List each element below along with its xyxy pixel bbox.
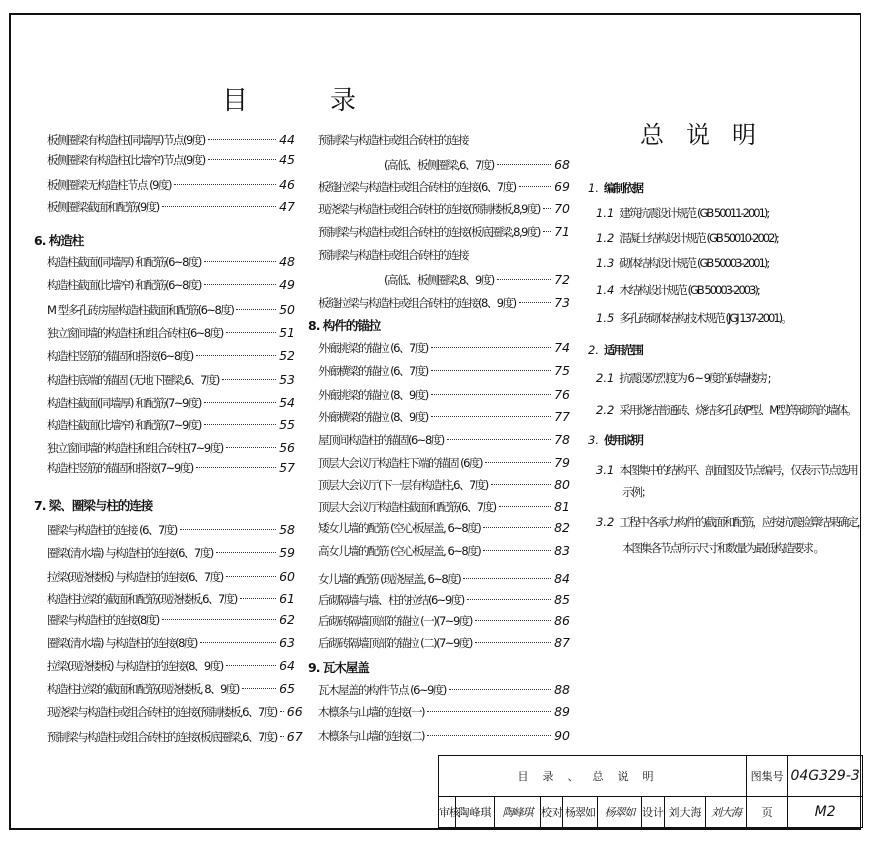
toc-entry	[318, 362, 570, 380]
reviewer-signature: 陶峰琪	[495, 797, 541, 828]
toc-entry-text: (高低、板侧圈梁,6、7度)	[384, 158, 494, 172]
note-number: 3.	[588, 433, 599, 447]
note-text: 采用烧结普通砖、烧结多孔砖(P型、M型)等砌筑的墙体。	[619, 403, 856, 417]
toc-entry-text: 顶层大会议厅(下一层有构造柱,6、7度)	[318, 478, 488, 492]
toc-page-number: 74	[554, 340, 570, 355]
note-line	[588, 432, 642, 448]
toc-entry	[318, 294, 570, 312]
toc-page-number: 70	[554, 201, 570, 216]
toc-entry-text: 构造柱拉梁的截面和配筋(现浇楼板, 8、9度)	[47, 682, 239, 696]
dotted-leader	[475, 620, 551, 621]
toc-entry-text: 拉梁(现浇楼板) 与构造柱的连接(8、9度)	[47, 659, 223, 673]
note-line	[622, 484, 651, 500]
toc-entry	[318, 681, 570, 699]
dotted-leader	[200, 642, 276, 643]
dotted-leader	[204, 424, 276, 425]
toc-entry	[318, 271, 570, 289]
toc-page-number: 86	[554, 613, 570, 628]
toc-entry	[318, 408, 570, 426]
dotted-leader	[543, 208, 551, 209]
dotted-leader	[240, 598, 276, 599]
note-line	[596, 205, 768, 221]
dotted-leader	[226, 665, 276, 666]
note-text: 木结构设计规范 (GB 50003-2003);	[619, 283, 759, 297]
note-text: 示例；	[622, 485, 651, 499]
note-number: 2.	[588, 343, 599, 357]
toc-entry-text: 顶层大会议厅构造柱下端的锚固 (6度)	[318, 456, 482, 470]
note-number: 2.2	[596, 403, 615, 417]
toc-entry-text: 构造柱拉梁的截面和配筋(现浇楼板,6、7度)	[47, 592, 237, 606]
toc-entry-text: 预制梁与构造柱或组合砖柱的连接	[318, 133, 468, 147]
title-block-title: 目录、总说明	[439, 756, 747, 797]
toc-section-heading: 9. 瓦木屋盖	[308, 660, 369, 675]
toc-entry-text: 拉梁(现浇楼板) 与构造柱的连接(6、7度)	[47, 570, 223, 584]
toc-entry	[47, 176, 295, 194]
dotted-leader	[222, 379, 276, 380]
note-text: 本图集中的结构平、剖面图及节点编号，仅表示节点选用	[619, 463, 857, 477]
toc-entry	[318, 476, 570, 494]
toc-entry	[318, 570, 570, 588]
toc-entry-text: 木檩条与山墙的连接(一)	[318, 705, 424, 719]
toc-page-number: 69	[554, 179, 570, 194]
toc-title-char-2: 录	[330, 86, 357, 116]
toc-entry	[318, 634, 570, 652]
toc-entry-text: 外廊挑梁的锚拉 (6、7度)	[318, 341, 428, 355]
toc-entry	[318, 156, 570, 174]
toc-entry-text: 预制梁与构造柱或组合砖柱的连接	[318, 248, 468, 262]
toc-entry-text: 外廊横梁的锚拉 (6、7度)	[318, 364, 428, 378]
dotted-leader	[280, 736, 284, 737]
toc-page-number: 89	[554, 704, 570, 719]
note-number: 1.2	[596, 231, 615, 245]
toc-entry-heading	[318, 246, 570, 264]
checker-name: 杨翠如	[563, 797, 598, 828]
toc-entry	[47, 276, 295, 294]
note-number: 1.1	[596, 206, 615, 220]
dotted-leader	[483, 550, 551, 551]
toc-entry	[47, 459, 295, 477]
toc-entry-text: 后砌隔墙与墙、柱的拉结(6~9度)	[318, 593, 464, 607]
toc-entry	[47, 703, 303, 721]
toc-page-number: 54	[279, 395, 295, 410]
atlas-number: 04G329-3	[788, 756, 863, 797]
toc-page-number: 81	[554, 499, 570, 514]
note-text: 适用范围	[603, 343, 642, 357]
note-text: 使用说明	[603, 433, 642, 447]
toc-entry	[47, 301, 295, 319]
toc-page-number: 49	[279, 277, 295, 292]
toc-entry	[47, 151, 295, 169]
toc-entry-text: 现浇梁与构造柱或组合砖柱的连接(预制楼板,8,9度)	[318, 202, 540, 216]
toc-page-number: 87	[554, 635, 570, 650]
toc-page-number: 85	[554, 592, 570, 607]
toc-entry	[47, 198, 295, 216]
dotted-leader	[180, 529, 276, 530]
toc-entry	[318, 386, 570, 404]
toc-entry	[47, 680, 295, 698]
toc-page-number: 61	[279, 591, 295, 606]
designer-signature: 刘大海	[706, 797, 747, 828]
toc-entry	[47, 324, 295, 342]
toc-page-number: 64	[279, 658, 295, 673]
toc-page-number: 88	[554, 682, 570, 697]
note-number: 3.1	[596, 463, 615, 477]
dotted-leader	[204, 261, 276, 262]
note-text: 多孔砖砌体结构技术规范 (JGJ 137-2001)。	[619, 311, 791, 325]
note-number: 1.3	[596, 256, 615, 270]
toc-page-number: 67	[286, 729, 303, 744]
toc-entry	[318, 591, 570, 609]
dotted-leader	[236, 309, 276, 310]
note-number: 1.4	[596, 283, 615, 297]
toc-page-number: 45	[279, 152, 295, 167]
note-number: 1.	[588, 181, 599, 195]
toc-entry-heading	[318, 131, 570, 149]
toc-entry	[318, 612, 570, 630]
toc-page-number: 63	[279, 635, 295, 650]
toc-entry	[47, 728, 303, 746]
note-text: 抗震设防烈度为 6 ~ 9度的砖墙楼房 ;	[619, 371, 770, 385]
note-line	[596, 255, 768, 271]
toc-entry	[318, 727, 570, 745]
toc-page-number: 78	[554, 432, 570, 447]
toc-entry	[318, 431, 570, 449]
toc-section-heading: 7. 梁、圈梁与柱的连接	[34, 498, 153, 513]
toc-entry-text: 圈梁与构造柱的连接(8度)	[47, 613, 159, 627]
toc-entry	[318, 454, 570, 472]
note-text: 砌体结构设计规范 (GB 50003-2001);	[619, 256, 769, 270]
toc-page-number: 84	[554, 571, 570, 586]
note-line	[596, 514, 866, 530]
toc-entry-text: 瓦木屋盖的构件节点 (6~9度)	[318, 683, 446, 697]
toc-entry-text: 构造柱截面(比墙窄) 和配筋(7~9度)	[47, 418, 201, 432]
toc-entry-text: (高低、板侧圈梁,8、9度)	[384, 273, 494, 287]
toc-page-number: 73	[554, 295, 570, 310]
title-block	[438, 755, 863, 828]
toc-entry	[318, 200, 570, 218]
review-label: 审核	[439, 797, 456, 828]
dotted-leader	[431, 416, 551, 417]
toc-page-number: 58	[279, 522, 295, 537]
toc-page-number: 90	[554, 728, 570, 743]
dotted-leader	[216, 552, 276, 553]
dotted-leader	[485, 462, 551, 463]
toc-entry-text: 板侧圈梁有构造柱(比墙窄)节点(9度)	[47, 153, 205, 167]
dotted-leader	[475, 642, 551, 643]
toc-page-number: 71	[554, 224, 570, 239]
toc-entry	[47, 416, 295, 434]
toc-entry-text: 木檩条与山墙的连接(二)	[318, 729, 424, 743]
note-number: 3.2	[596, 515, 615, 529]
toc-entry	[47, 657, 295, 675]
toc-page-number: 57	[279, 460, 295, 475]
note-line	[596, 282, 759, 298]
toc-entry	[47, 131, 295, 149]
dotted-leader	[519, 302, 551, 303]
toc-page-number: 77	[554, 409, 570, 424]
toc-entry-text: 后砌砖隔墙顶部的锚拉 (一)(7~9度)	[318, 614, 472, 628]
toc-entry	[318, 178, 570, 196]
toc-page-number: 59	[279, 545, 295, 560]
toc-entry-text: 独立窗间墙的构造柱和组合砖柱(6~8度)	[47, 326, 223, 340]
toc-page-number: 79	[554, 455, 570, 470]
toc-entry-text: 顶层大会议厅构造柱截面和配筋(6、7度)	[318, 500, 496, 514]
atlas-number-label: 图集号	[747, 756, 788, 797]
dotted-leader	[427, 711, 551, 712]
toc-page-number: 60	[279, 569, 295, 584]
toc-entry-text: 构造柱截面(同墙厚) 和配筋(7~9度)	[47, 396, 201, 410]
toc-entry-text: 板侧圈梁无构造柱节点 (9度)	[47, 178, 171, 192]
toc-page-number: 51	[279, 325, 295, 340]
toc-page-number: 66	[286, 704, 303, 719]
dotted-leader	[463, 578, 551, 579]
dotted-leader	[431, 394, 551, 395]
dotted-leader	[447, 439, 551, 440]
toc-entry-text: 板侧圈梁有构造柱(同墙厚)节点(9度)	[47, 133, 205, 147]
designer-name: 刘大海	[665, 797, 706, 828]
toc-entry	[47, 347, 295, 365]
toc-entry-text: 高女儿墙的配筋 (空心板屋盖, 6~8度)	[318, 544, 481, 558]
toc-entry	[47, 521, 295, 539]
toc-entry	[47, 394, 295, 412]
toc-page-number: 55	[279, 417, 295, 432]
toc-page-number: 44	[279, 132, 295, 147]
dotted-leader	[519, 186, 551, 187]
toc-page-number: 53	[279, 372, 295, 387]
toc-entry-text: 女儿墙的配筋 (现浇屋盖, 6~8度)	[318, 572, 461, 586]
note-text: 工程中各承力构件的截面和配筋，应按抗震验算结果确定，	[619, 515, 867, 529]
dotted-leader	[543, 231, 551, 232]
toc-page-number: 80	[554, 477, 570, 492]
note-line	[622, 540, 823, 556]
dotted-leader	[449, 689, 551, 690]
toc-page-number: 48	[279, 254, 295, 269]
toc-entry	[318, 542, 570, 560]
toc-page-number: 75	[554, 363, 570, 378]
dotted-leader	[467, 599, 551, 600]
toc-entry-text: 圈梁与构造柱的连接 (6、7度)	[47, 523, 177, 537]
toc-entry-text: 现浇梁与构造柱或组合砖柱的连接(预制楼板,6、7度)	[47, 705, 277, 719]
toc-entry-text: 圈梁(清水墙) 与构造柱的连接(6、7度)	[47, 546, 213, 560]
toc-entry-text: 构造柱截面(同墙厚) 和配筋(6~8度)	[47, 255, 201, 269]
note-line	[596, 402, 856, 418]
general-notes-title: 总说明	[640, 121, 778, 149]
toc-entry-text: 构造柱底端的锚固 (无地下圈梁,6、7度)	[47, 373, 219, 387]
note-line	[596, 230, 778, 246]
toc-entry-text: 矮女儿墙的配筋 (空心板屋盖, 6~8度)	[318, 521, 481, 535]
check-label: 校对	[541, 797, 563, 828]
toc-entry	[47, 590, 295, 608]
note-line	[588, 342, 642, 358]
dotted-leader	[226, 332, 276, 333]
toc-entry-text: 屋顶间构造柱的锚固(6~8度)	[318, 433, 444, 447]
dotted-leader	[226, 447, 276, 448]
toc-entry	[47, 634, 295, 652]
toc-page-number: 68	[554, 157, 570, 172]
toc-entry	[47, 544, 295, 562]
toc-page-number: 65	[279, 681, 295, 696]
toc-entry-text: M 型多孔砖房屋构造柱截面和配筋(6~8度)	[47, 303, 234, 317]
toc-page-number: 83	[554, 543, 570, 558]
toc-entry-text: 构造柱竖筋的锚固和搭接(7~9度)	[47, 461, 193, 475]
toc-page-number: 52	[279, 348, 295, 363]
dotted-leader	[196, 355, 276, 356]
toc-section-heading: 6. 构造柱	[34, 233, 84, 248]
toc-entry-text: 板缝拉梁与构造柱或组合砖柱的连接(8、9度)	[318, 296, 516, 310]
toc-entry-text: 预制梁与构造柱或组合砖柱的连接(板底圈梁,8,9度)	[318, 225, 540, 239]
dotted-leader	[431, 347, 551, 348]
toc-page-number: 50	[279, 302, 295, 317]
toc-entry-text: 板侧圈梁截面和配筋(9度)	[47, 200, 159, 214]
note-line	[596, 370, 770, 386]
toc-entry-text: 构造柱竖筋的锚固和搭接(6~8度)	[47, 349, 193, 363]
note-text: 建筑抗震设计规范 (GB 50011-2001);	[619, 206, 769, 220]
toc-entry-text: 预制梁与构造柱或组合砖柱的连接(板底圈梁,6、7度)	[47, 730, 277, 744]
toc-entry-text: 外廊横梁的锚拉 (8、9度)	[318, 410, 428, 424]
dotted-leader	[204, 402, 276, 403]
toc-entry	[47, 439, 295, 457]
toc-entry-text: 构造柱截面(比墙窄) 和配筋(6~8度)	[47, 278, 201, 292]
toc-entry-text: 独立窗间墙的构造柱和组合砖柱(7~9度)	[47, 441, 223, 455]
checker-signature: 杨翠如	[598, 797, 642, 828]
dotted-leader	[208, 159, 276, 160]
note-text: 编制依据	[603, 181, 642, 195]
toc-entry-text: 圈梁(清水墙) 与构造柱的连接(8度)	[47, 636, 197, 650]
dotted-leader	[174, 184, 276, 185]
dotted-leader	[431, 370, 551, 371]
toc-page-number: 56	[279, 440, 295, 455]
toc-page-number: 76	[554, 387, 570, 402]
dotted-leader	[497, 279, 551, 280]
dotted-leader	[280, 711, 284, 712]
toc-entry	[47, 371, 295, 389]
note-line	[596, 310, 791, 326]
dotted-leader	[483, 527, 551, 528]
dotted-leader	[491, 484, 551, 485]
note-text: 混凝土结构设计规范 (GB 50010-2002);	[619, 231, 778, 245]
toc-entry	[47, 568, 295, 586]
toc-entry-text: 板缝拉梁与构造柱或组合砖柱的连接(6、7度)	[318, 180, 516, 194]
toc-page-number: 82	[554, 520, 570, 535]
toc-entry	[318, 223, 570, 241]
dotted-leader	[208, 139, 276, 140]
toc-entry	[47, 611, 295, 629]
note-text: 本图集各节点所示尺寸和数量为最低构造要求 。	[622, 541, 824, 555]
toc-page-number: 72	[554, 272, 570, 287]
dotted-leader	[196, 467, 276, 468]
dotted-leader	[497, 164, 551, 165]
toc-page-number: 47	[279, 199, 295, 214]
note-line	[596, 462, 857, 478]
dotted-leader	[204, 284, 276, 285]
toc-entry	[318, 339, 570, 357]
design-label: 设计	[642, 797, 665, 828]
dotted-leader	[499, 506, 551, 507]
page-label: 页	[747, 797, 788, 828]
note-line	[588, 180, 642, 196]
toc-page-number: 46	[279, 177, 295, 192]
note-number: 2.1	[596, 371, 615, 385]
dotted-leader	[162, 619, 276, 620]
dotted-leader	[162, 206, 276, 207]
toc-section-heading: 8. 构件的锚拉	[308, 318, 381, 333]
page-number: M2	[788, 797, 863, 828]
toc-entry-text: 后砌砖隔墙顶部的锚拉 (二)(7~9度)	[318, 636, 472, 650]
toc-entry-text: 外廊挑梁的锚拉 (8、9度)	[318, 388, 428, 402]
dotted-leader	[427, 735, 551, 736]
dotted-leader	[242, 688, 276, 689]
toc-entry	[47, 253, 295, 271]
reviewer-name: 陶峰琪	[456, 797, 495, 828]
toc-entry	[318, 519, 570, 537]
toc-title-char-1: 目	[222, 86, 249, 116]
note-number: 1.5	[596, 311, 615, 325]
toc-page-number: 62	[279, 612, 295, 627]
toc-entry	[318, 498, 570, 516]
dotted-leader	[226, 576, 276, 577]
toc-entry	[318, 703, 570, 721]
